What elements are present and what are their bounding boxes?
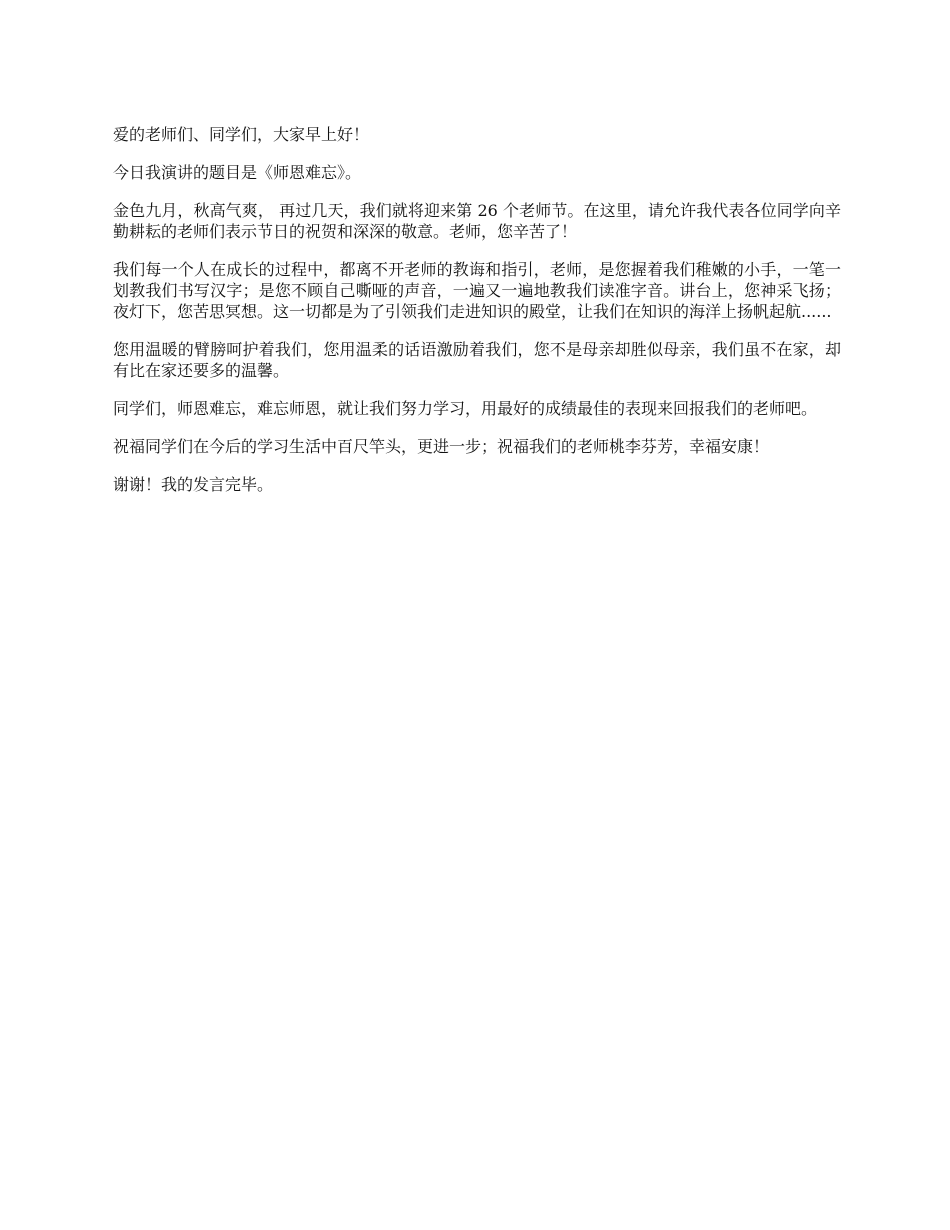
- guidance-paragraph: 我们每一个人在成长的过程中，都离不开老师的教诲和指引，老师，是您握着我们稚嫩的小手，一笔一划教我们书写汉字；是您不顾自己嘶哑的声音，一遍又一遍地教我们读准字音。讲台上，您神采飞扬；夜灯下，您苦思冥想。这一切都是为了引领我们走进知识的殿堂，让我们在知识的海洋上扬帆起航......: [113, 260, 841, 321]
- topic-paragraph: 今日我演讲的题目是《师恩难忘》。: [113, 163, 362, 182]
- blessing-paragraph: 祝福同学们在今后的学习生活中百尺竿头，更进一步；祝福我们的老师桃李芬芳，幸福安康！: [113, 437, 770, 456]
- speech-body: [113, 124, 841, 512]
- greeting-paragraph: 爱的老师们、同学们，大家早上好！: [113, 125, 370, 144]
- call-to-action-paragraph: 同学们，师恩难忘，难忘师恩，就让我们努力学习，用最好的成绩最佳的表现来回报我们的老师吧。: [113, 399, 818, 418]
- care-paragraph: 您用温暖的臂膀呵护着我们，您用温柔的话语激励着我们，您不是母亲却胜似母亲，我们虽不在家，却有比在家还要多的温馨。: [113, 340, 841, 380]
- closing-paragraph: 谢谢！我的发言完毕。: [113, 475, 274, 494]
- teachers-day-paragraph: 金色九月，秋高气爽， 再过几天，我们就将迎来第 26 个老师节。在这里，请允许我代表各位同学向辛勤耕耘的老师们表示节日的祝贺和深深的敬意。老师，您辛苦了！: [113, 201, 841, 241]
